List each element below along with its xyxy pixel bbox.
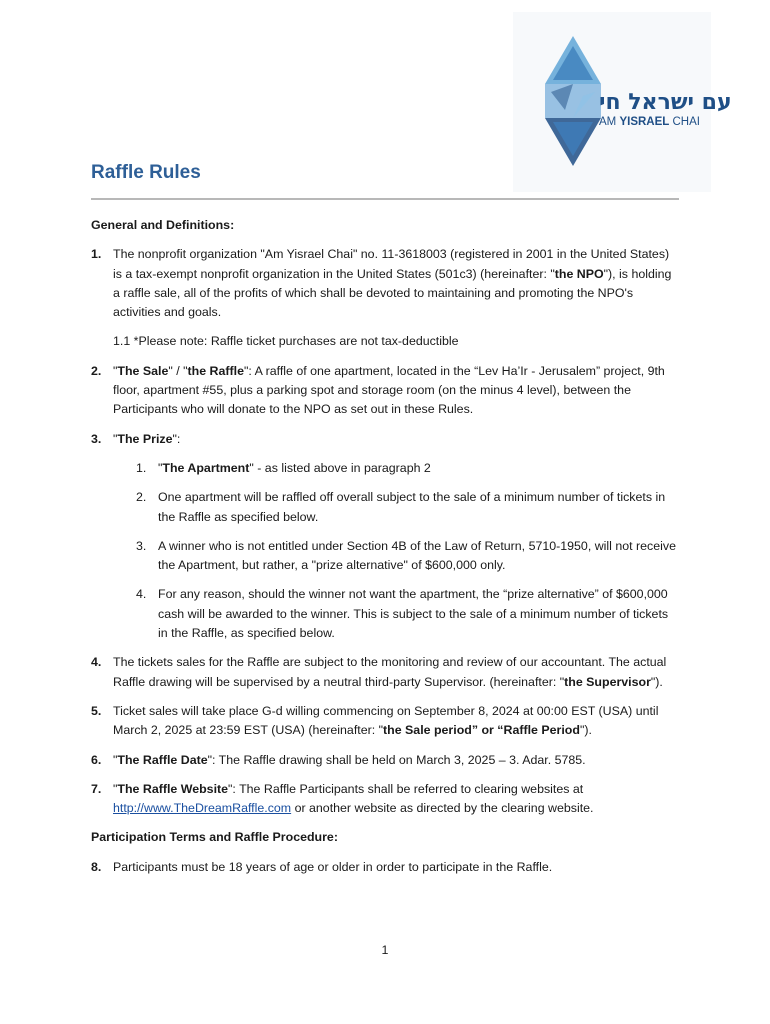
page-number: 1 [381,943,389,957]
title-divider [91,198,679,200]
list-item: 3. "The Prize": [91,430,679,449]
item-number: 5. [91,703,102,718]
document-body [91,216,679,887]
logo [513,12,732,192]
sub-list-item: 4. For any reason, should the winner not want the apartment, the “prize alternative” of $600,000 cash will be awarded to the winner. This is subject to the sale of a minimum number of tickets in the Raffle, as specified below. [136,587,669,641]
sub-item-number: 3. [136,538,147,553]
sub-list-item: 1. "The Apartment" - as listed above in paragraph 2 [91,459,679,478]
list-item: 8. Participants must be 18 years of age or older in order to participate in the Raffle. [91,858,679,877]
item-number: 4. [91,655,102,670]
star-of-david-icon [543,36,603,166]
list-item: 6. "The Raffle Date": The Raffle drawing shall be held on March 3, 2025 – 3. Adar. 5785. [91,751,679,770]
list-item: 1. The nonprofit organization "Am Yisrael Chai" no. 11-3618003 (registered in 2001 in the United States) is a tax-exempt nonprofit organization in the United States (501c3) (hereinafter: "the NPO"), is holding a raffle sale, all of the profits of which shall be devoted to maintaining and promoting the NPO's activities and goals. [91,247,672,320]
raffle-website-link[interactable]: http://www.TheDreamRaffle.com [113,801,292,816]
item-number: 8. [91,859,102,874]
general-heading: General and Definitions: [91,218,235,232]
item-number: 7. [91,781,102,796]
logo-english-text: AM YISRAEL CHAI [599,116,700,128]
sub-list-item: 3. A winner who is not entitled under Section 4B of the Law of Return, 5710-1950, will not receive the Apartment, but rather, a "prize alternative" of $600,000 only. [136,538,676,573]
list-item: 5. Ticket sales will take place G-d willing commencing on September 8, 2024 at 00:00 EST (USA) until March 2, 2025 at 23:59 EST (USA) (hereinafter: "the Sale period” or “Raffle Period"). [91,703,659,738]
list-item: 7. "The Raffle Website": The Raffle Participants shall be referred to clearing websites at http://www.TheDreamRaffle.com or another website as directed by the clearing website. [91,781,594,816]
list-item: 2. "The Sale" / "the Raffle": A raffle of one apartment, located in the “Lev Ha’Ir - Jerusalem” project, 9th floor, apartment #55, plus a parking spot and storage room (on the minus 4 level), between the Participants who will donate to the NPO as set out in these Rules. [91,363,665,417]
logo-hebrew-text: עם ישראל חי [599,90,732,115]
page-title: Raffle Rules [91,162,201,183]
item-number: 2. [91,363,102,378]
sub-item-number: 4. [136,587,147,602]
item-number: 1. [91,247,102,262]
sub-item-number: 2. [136,490,147,505]
tax-note: 1.1 *Please note: Raffle ticket purchases are not tax-deductible [113,334,459,349]
sub-list-item: 2. One apartment will be raffled off overall subject to the sale of a minimum number of tickets in the Raffle as specified below. [136,490,666,524]
participation-heading: Participation Terms and Raffle Procedure: [91,830,338,845]
list-item: 4. The tickets sales for the Raffle are subject to the monitoring and review of our accountant. The actual Raffle drawing will be supervised by a neutral third-party Supervisor. (hereinafter: "the Supervisor"). [91,655,667,689]
item-number: 6. [91,752,102,767]
item-number: 3. [91,431,102,446]
sub-item-number: 1. [136,460,147,475]
